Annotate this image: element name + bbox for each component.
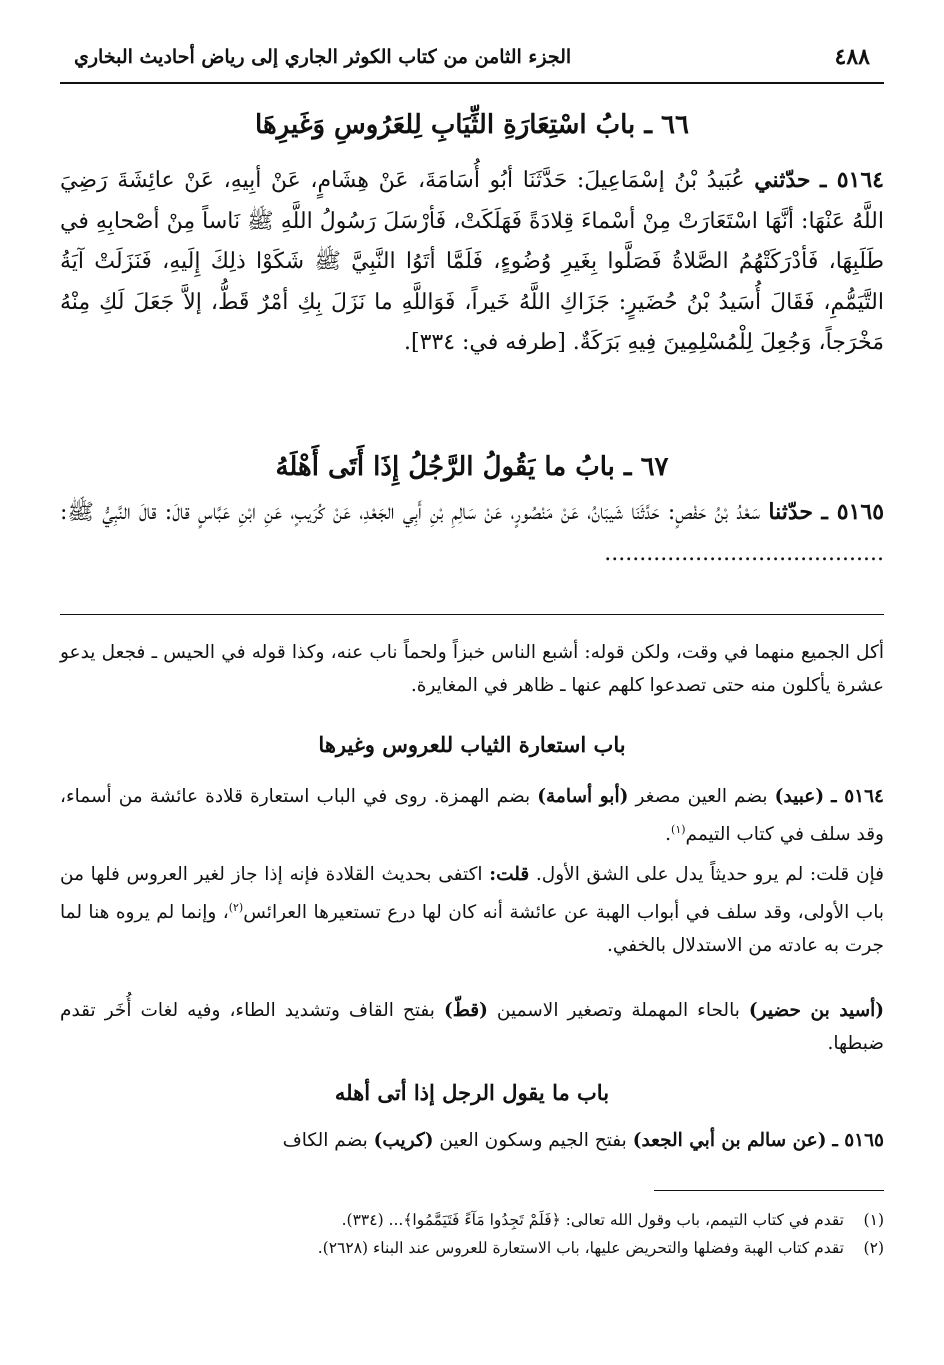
commentary-heading-67: باب ما يقول الرجل إذا أتى أهله xyxy=(334,1080,610,1105)
footnote-ref[interactable]: (١) xyxy=(671,823,686,836)
hadith-text: عُبَيدُ بْنُ إسْمَاعِيلَ: حَدَّثَنَا أبُو أُسَامَةَ، عَنْ هِشَامٍ، عَنْ أبِيهِ، عَنْ عائِشَةَ رَضِيَ اللَّهُ عَنْهَا: أنَّهَا اسْتَعَارَتْ مِنْ أسْماءَ قِلادَةً فَهَلَكَتْ، فَأرْسَلَ رَسُولُ اللَّهِ ﷺ نَاساً مِنْ أصْحابِهِ في طَلَبِهَا، فَأدْرَكَتْهُمُ الصَّلاةُ فَصَلَّوا بِغَيرِ وُضُوءٍ، فَلَمَّا أتَوُا النَّبِيَّ ﷺ شَكَوْا ذلِكَ إِلَيهِ، فَنَزَلَتْ آيَةُ التَّيَمُّمِ، فَقَالَ أُسَيدُ بْنُ حُضَيرٍ: جَزَاكِ اللَّهُ خَيراً، فَوَاللَّهِ ما نَزَلَ بِكِ أمْرٌ قَطُّ، إلاَّ جَعَلَ لَكِ مِنْهُ مَخْرَجاً، وَجُعِلَ لِلْمُسْلِمِينَ فِيهِ بَرَكَةٌ. xyxy=(60,168,885,355)
footnote-ref[interactable]: (٢) xyxy=(228,901,244,914)
term: (قطّ) xyxy=(443,1000,488,1021)
footnote-marker: (١) xyxy=(863,1211,884,1229)
footnote-2 xyxy=(60,1236,884,1260)
hadith-lead: حدّثنا xyxy=(768,499,813,525)
term: (عن سالم بن أبي الجعد) xyxy=(632,1130,827,1151)
chapter-66-title: ٦٦ ـ بابُ اسْتِعَارَةِ الثِّيَابِ لِلعَرُوسِ وَغَيرِهَا xyxy=(255,110,689,140)
text-commentary-divider xyxy=(60,614,884,615)
hadith-number: ٥١٦٥ ـ xyxy=(821,499,885,525)
hadith-lead: حدّثني xyxy=(754,167,811,193)
page-number: ٤٨٨ xyxy=(834,44,870,70)
term: قلت: xyxy=(489,864,530,885)
hadith-5164 xyxy=(60,160,884,364)
hadith-text: سَعْدُ بْنُ حَفْصٍ: حَدَّثَنَا شَيبَانُ، عَنْ مَنْصُورٍ، عَنْ سَالِمِ بْنِ أَبِي الجَعْدِ، عَنْ كُرَيبٍ، عَنِ ابْنِ عَبَّاسٍ قالَ: قالَ النَّبِيُّ ﷺ: ........................................ xyxy=(60,500,884,566)
chapter-67-title: ٦٧ ـ بابُ ما يَقُولُ الرَّجُلُ إِذَا أَتَى أَهْلَهُ xyxy=(275,452,669,482)
footnote-1 xyxy=(60,1208,884,1232)
hadith-number: ٥١٦٤ ـ xyxy=(820,167,884,193)
footnote-text: تقدم في كتاب التيمم، باب وقول الله تعالى: ﴿فَلَمْ تَجِدُوا مَآءً فَتَيَمَّمُوا﴾... (٣٣٤). xyxy=(341,1211,844,1229)
commentary-paragraph-5164: ٥١٦٤ ـ (عبيد) بضم العين مصغر (أبو أسامة) بضم الهمزة. روى في الباب استعارة قلادة عائشة من أسماء، وقد سلف في كتاب التيمم$^{(١)}$. xyxy=(60,786,884,846)
term: (كريب) xyxy=(373,1130,434,1151)
hadith-number: ٥١٦٤ ـ xyxy=(831,786,884,807)
commentary-intro: أكل الجميع منهما في وقت، ولكن قوله: أشبع الناس خبزاً ولحماً ناب عنه، وكذا قوله في الحيس ـ فجعل يدعو عشرة يأكلون منه حتى تصدعوا كلهم عنها ـ ظاهر في المغايرة. xyxy=(60,642,884,696)
header-rule xyxy=(60,82,884,84)
footnote-marker: (٢) xyxy=(863,1239,884,1257)
term: (أسيد بن حضير) xyxy=(748,1000,885,1021)
commentary-paragraph-5165: ٥١٦٥ ـ (عن سالم بن أبي الجعد) بفتح الجيم وسكون العين (كريب) بضم الكاف xyxy=(282,1130,884,1151)
commentary-paragraph-question: فإن قلت: لم يرو حديثاً يدل على الشق الأول. قلت: اكتفى بحديث القلادة فإنه إذا جاز لغير العروس فلها من باب الأولى، وقد سلف في أبواب الهبة عن عائشة أنه كان لها درع تستعيرها العرائس$^{(٢)}$، وإنما لم يروه هنا لما جرت به عادته من الاستدلال بالخفي. xyxy=(60,864,885,957)
commentary-heading-66: باب استعارة الثياب للعروس وغيرها xyxy=(318,732,626,757)
hadith-number: ٥١٦٥ ـ xyxy=(832,1130,884,1151)
commentary-paragraph-usayd: (أسيد بن حضير) بالحاء المهملة وتصغير الاسمين (قطّ) بفتح القاف وتشديد الطاء، وفيه لغات أُخَر تقدم ضبطها. xyxy=(60,1000,885,1054)
footnote-text: تقدم كتاب الهبة وفضلها والتحريض عليها، باب الاستعارة للعروس عند البناء (٢٦٢٨). xyxy=(317,1239,844,1257)
term: (عبيد) xyxy=(774,786,825,807)
footnote-rule xyxy=(654,1190,884,1191)
cross-reference: [طرفه في: ٣٣٤]. xyxy=(403,330,566,355)
page-header xyxy=(60,40,884,84)
term: (أبو أسامة) xyxy=(537,786,629,807)
hadith-5165 xyxy=(60,492,884,574)
running-title: الجزء الثامن من كتاب الكوثر الجاري إلى رياض أحاديث البخاري xyxy=(74,46,572,68)
